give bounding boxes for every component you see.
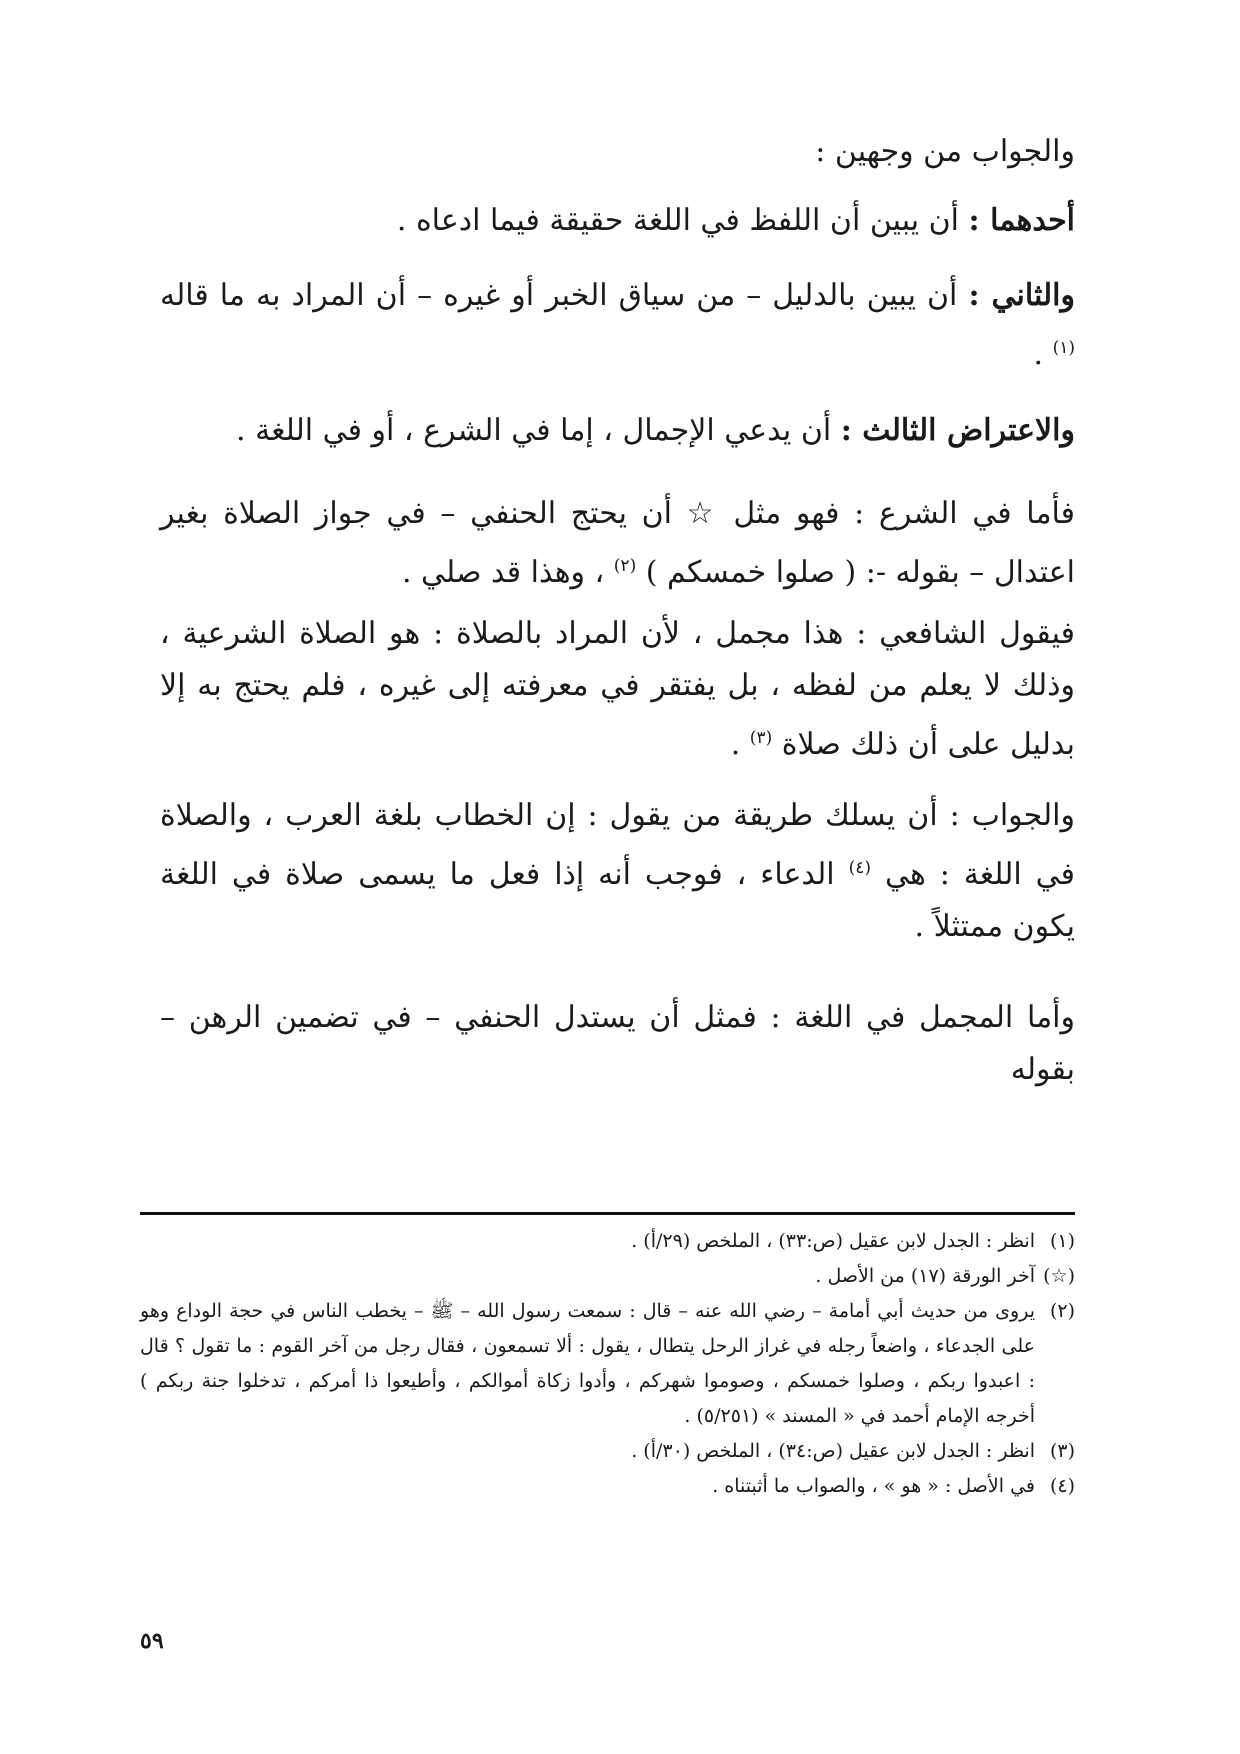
paragraph-lead: والثاني :	[968, 278, 1075, 313]
footnote-item	[140, 1294, 1075, 1434]
footnote-number: (٣)	[1049, 1440, 1075, 1462]
footnote-text: في الأصل : « هو » ، والصواب ما أثبتناه .	[712, 1475, 1035, 1497]
footnote-separator	[140, 1212, 1075, 1215]
page-number: ٥٩	[140, 1628, 164, 1654]
footnote-text: انظر : الجدل لابن عقيل (ص:٣٣) ، الملخص (٢٩/أ) .	[631, 1230, 1035, 1252]
paragraph-text: فيقول الشافعي : هذا مجمل ، لأن المراد بالصلاة : هو الصلاة الشرعية ، وذلك لا يعلم من لفظه ، بل يفتقر في معرفته إلى غيره ، فلم يحتج به إلا بدليل على أن ذلك صلاة	[160, 616, 1075, 762]
paragraph-text: أن يبين بالدليل – من سياق الخبر أو غيره – أن المراد به ما قاله	[160, 278, 969, 313]
paragraph-in-sharia	[160, 488, 1075, 599]
footnote-ref[interactable]: (٤)	[848, 858, 871, 878]
footnote-text: آخر الورقة (١٧) من الأصل .	[815, 1265, 1035, 1287]
footnote-number: (١)	[1049, 1230, 1075, 1252]
paragraph-second-way	[160, 270, 1075, 381]
paragraph-text: والجواب : أن يسلك طريقة من يقول : إن الخطاب بلغة العرب ، والصلاة في اللغة : هي	[160, 798, 1075, 892]
paragraph-tail: .	[730, 727, 750, 762]
paragraph-lead: أحدهما :	[968, 203, 1075, 238]
paragraph-answer-two-ways	[160, 126, 1075, 178]
paragraph-text: والجواب من وجهين :	[815, 134, 1075, 169]
paragraph-tail: ، وهذا قد صلي .	[401, 555, 614, 590]
footnote-ref[interactable]: (١)	[1052, 338, 1075, 358]
paragraph-tail: .	[1033, 337, 1053, 372]
footnote-ref[interactable]: (٣)	[749, 728, 773, 748]
footnotes	[140, 1224, 1075, 1504]
footnote-item	[140, 1224, 1075, 1259]
paragraph-text: فأما في الشرع : فهو مثل ☆ أن يحتج الحنفي – في جواز الصلاة بغير اعتدال – بقوله -: ( صلوا خمسكم )	[160, 496, 1075, 590]
footnote-text: يروى من حديث أبي أمامة – رضي الله عنه – قال : سمعت رسول الله – ﷺ – يخطب الناس في حجة الوداع وهو على الجدعاء ، واضعاً رجله في غراز الرحل يتطال ، يقول : ألا تسمعون ، فقال رجل من آخر القوم : ما تقول ؟ قال : اعبدوا ربكم ، وصلوا خمسكم ، وصوموا شهركم ، وأدوا زكاة أموالكم ، وأطيعوا ذا أمركم ، تدخلوا جنة ربكم ) أخرجه الإمام أحمد في « المسند » (٥/٢٥١) .	[140, 1300, 1035, 1427]
paragraph-text: وأما المجمل في اللغة : فمثل أن يستدل الحنفي – في تضمين الرهن – بقوله	[160, 1000, 1075, 1087]
footnote-number: (☆)	[1043, 1265, 1075, 1287]
footnote-ref[interactable]: (٢)	[613, 556, 637, 576]
paragraph-text: أن يدعي الإجمال ، إما في الشرع ، أو في اللغة .	[236, 413, 841, 448]
footnote-number: (٢)	[1049, 1300, 1075, 1322]
paragraph-answer-language	[160, 790, 1075, 953]
footnote-item	[140, 1469, 1075, 1504]
paragraph-tail: الدعاء ، فوجب أنه إذا فعل ما يسمى صلاة في اللغة يكون ممتثلاً .	[160, 857, 1075, 944]
paragraph-third-objection	[160, 405, 1075, 457]
paragraph-mujmal-language	[160, 992, 1075, 1096]
footnote-text: انظر : الجدل لابن عقيل (ص:٣٤) ، الملخص (٣٠/أ) .	[631, 1440, 1035, 1462]
footnote-item	[140, 1434, 1075, 1469]
footnote-number: (٤)	[1049, 1475, 1075, 1497]
paragraph-shafii-response	[160, 608, 1075, 771]
paragraph-lead: والاعتراض الثالث :	[840, 413, 1075, 448]
paragraph-text: أن يبين أن اللفظ في اللغة حقيقة فيما ادعاه .	[396, 203, 969, 238]
paragraph-first-way	[160, 195, 1075, 247]
footnote-item	[140, 1259, 1075, 1294]
